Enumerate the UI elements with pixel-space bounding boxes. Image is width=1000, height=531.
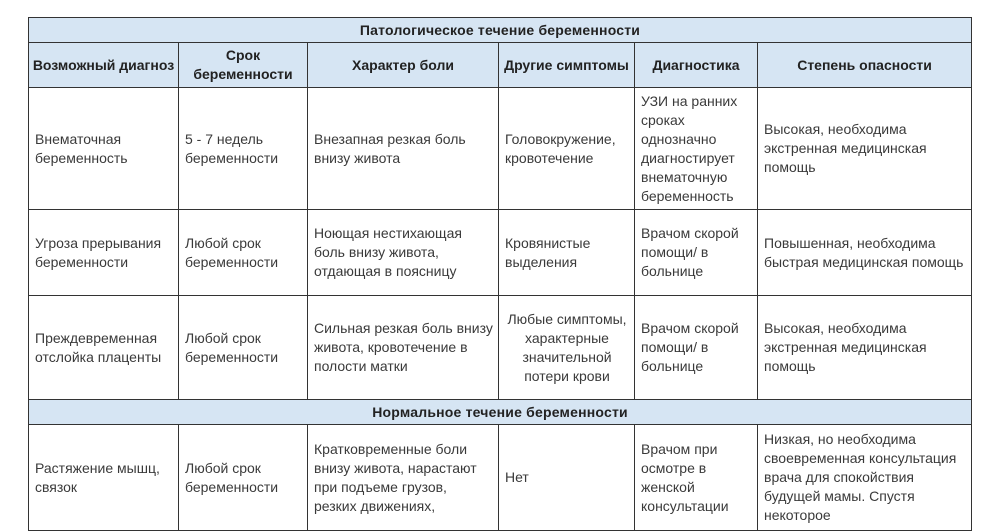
cell-term: Любой срок беременности — [179, 296, 308, 400]
cell-danger: Повышенная, необходима быстрая медицинская помощь — [758, 210, 972, 296]
cell-term: Любой срок беременности — [179, 210, 308, 296]
table-row — [29, 425, 972, 531]
header-diagnosis: Возможный диагноз — [29, 43, 179, 88]
table-row — [29, 88, 972, 210]
pregnancy-pain-table — [28, 17, 972, 531]
table-row — [29, 296, 972, 400]
cell-danger: Высокая, необходима экстренная медицинская помощь — [758, 296, 972, 400]
cell-diagnostics: Врачом скорой помощи/ в больнице — [635, 210, 758, 296]
cell-symptoms: Любые симптомы, характерные значительной потери крови — [499, 296, 635, 400]
cell-diagnosis: Растяжение мышц, связок — [29, 425, 179, 531]
cell-diagnostics: Врачом при осмотре в женской консультации — [635, 425, 758, 531]
cell-pain: Кратковременные боли внизу живота, нарастают при подъеме грузов, резких движениях, — [308, 425, 499, 531]
header-diagnostics: Диагностика — [635, 43, 758, 88]
cell-pain: Внезапная резкая боль внизу живота — [308, 88, 499, 210]
cell-danger: Высокая, необходима экстренная медицинская помощь — [758, 88, 972, 210]
cell-diagnostics: УЗИ на ранних сроках однозначно диагностирует внематочную беременность — [635, 88, 758, 210]
cell-symptoms: Головокружение, кровотечение — [499, 88, 635, 210]
cell-danger: Низкая, но необходима своевременная консультация врача для спокойствия будущей мамы. Спустя некоторое — [758, 425, 972, 531]
header-pain: Характер боли — [308, 43, 499, 88]
header-row — [29, 43, 972, 88]
cell-diagnosis: Угроза прерывания беременности — [29, 210, 179, 296]
table-row — [29, 210, 972, 296]
section-title-pathological: Патологическое течение беременности — [29, 18, 972, 43]
header-symptoms: Другие симптомы — [499, 43, 635, 88]
section-title-normal: Нормальное течение беременности — [29, 400, 972, 425]
header-term: Срок беременности — [179, 43, 308, 88]
cell-diagnosis: Преждевременная отслойка плаценты — [29, 296, 179, 400]
cell-diagnosis: Внематочная беременность — [29, 88, 179, 210]
cell-pain: Ноющая нестихающая боль внизу живота, отдающая в поясницу — [308, 210, 499, 296]
cell-symptoms: Нет — [499, 425, 635, 531]
cell-term: Любой срок беременности — [179, 425, 308, 531]
header-danger: Степень опасности — [758, 43, 972, 88]
cell-diagnostics: Врачом скорой помощи/ в больнице — [635, 296, 758, 400]
cell-symptoms: Кровянистые выделения — [499, 210, 635, 296]
cell-term: 5 - 7 недель беременности — [179, 88, 308, 210]
cell-pain: Сильная резкая боль внизу живота, кровотечение в полости матки — [308, 296, 499, 400]
